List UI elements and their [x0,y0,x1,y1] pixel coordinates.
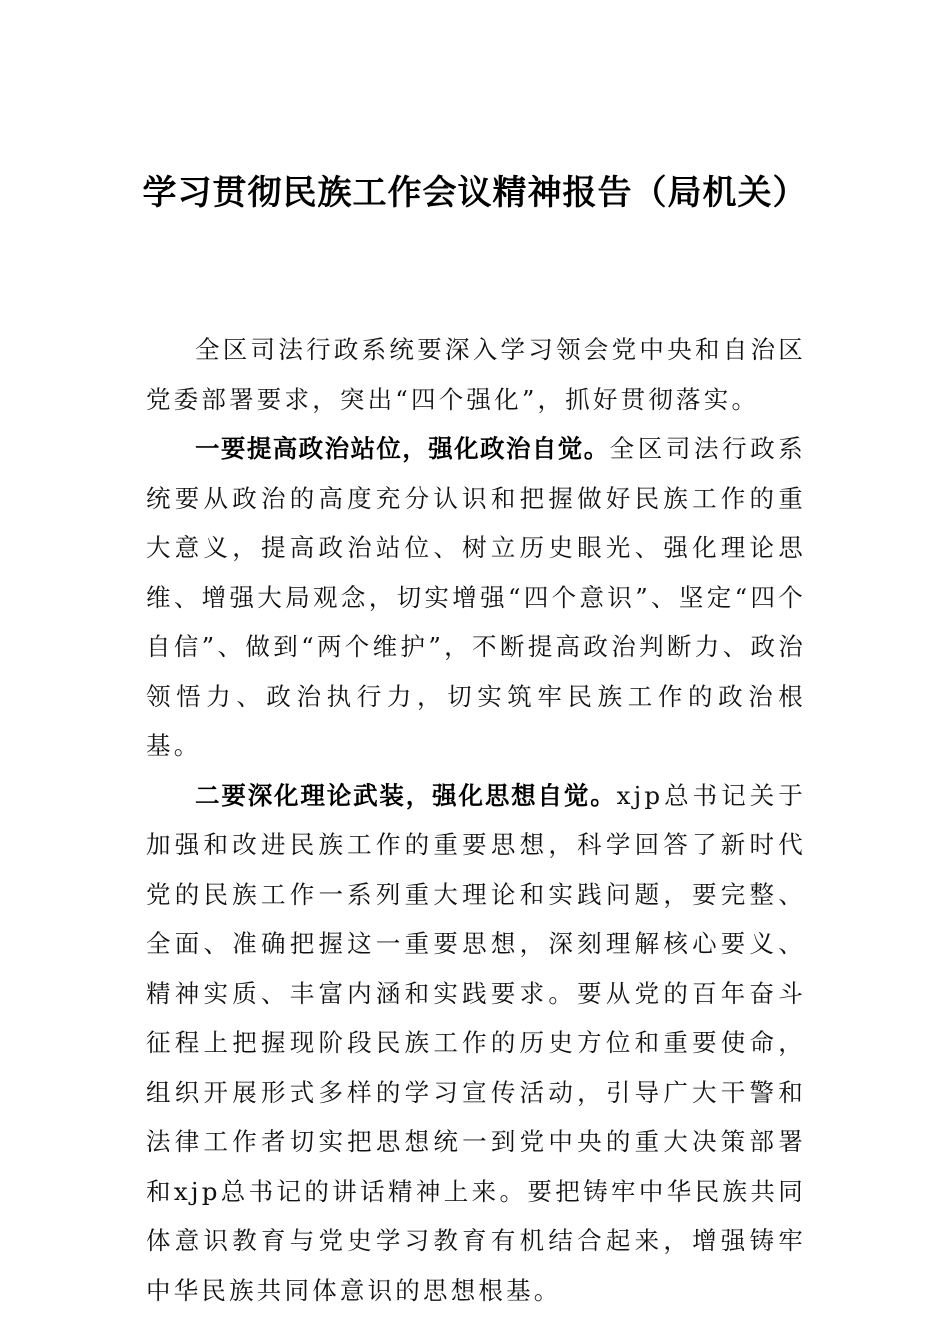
section-lead-1: 一要提高政治站位，强化政治自觉。 [195,434,610,463]
document-body [146,325,806,1315]
intro-paragraph: 全区司法行政系统要深入学习领会党中央和自治区党委部署要求，突出“四个强化”，抓好贯彻落实。 [146,335,806,414]
section-paragraph-2 [146,771,806,1316]
section-text-1: 全区司法行政系统要从政治的高度充分认识和把握做好民族工作的重大意义，提高政治站位、树立历史眼光、强化理论思维、增强大局观念，切实增强“四个意识”、坚定“四个自信”、做到“两个维护”，不断提高政治判断力、政治领悟力、政治执行力，切实筑牢民族工作的政治根基。 [146,434,807,760]
section-lead-2: 二要深化理论武装，强化思想自觉。 [195,780,617,810]
section-paragraph-1 [146,424,806,771]
document-title: 学习贯彻民族工作会议精神报告（局机关） [142,173,808,213]
section-text-2: xjp总书记关于加强和改进民族工作的重要思想，科学回答了新时代党的民族工作一系列重大理论和实践问题，要完整、全面、准确把握这一重要思想，深刻理解核心要义、精神实质、丰富内涵和实践要求。要从党的百年奋斗征程上把握现阶段民族工作的历史方位和重要使命，组织开展形式多样的学习宣传活动，引导广大干警和法律工作者切实把思想统一到党中央的重大决策部署和xjp总书记的讲话精神上来。要把铸牢中华民族共同体意识教育与党史学习教育有机结合起来，增强铸牢中华民族共同体意识的思想根基。 [146,780,806,1305]
